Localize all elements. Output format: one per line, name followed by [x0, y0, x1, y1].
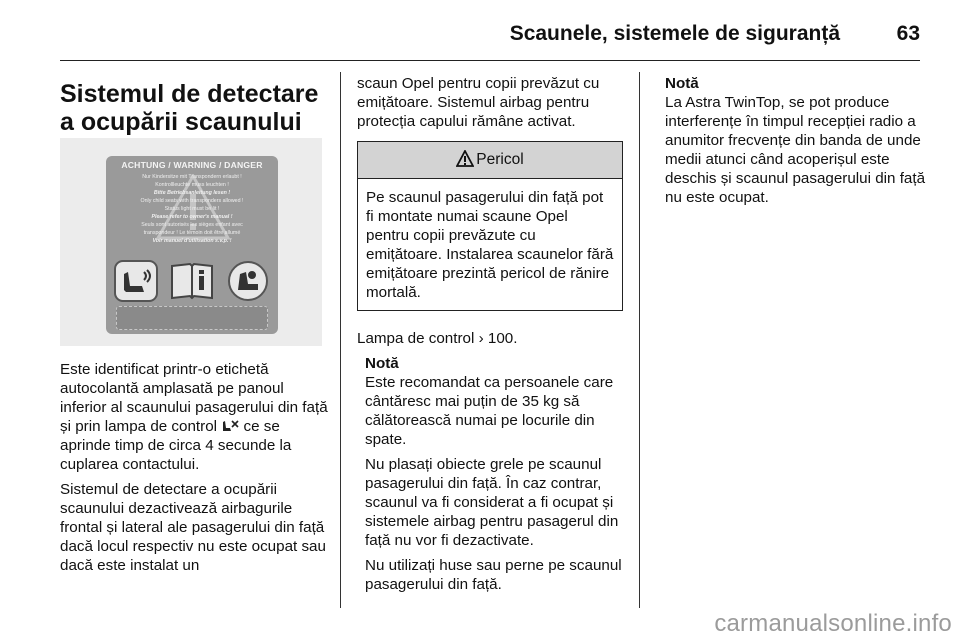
label-line: Kontrollleuchte muss leuchten ! — [155, 182, 229, 188]
section-title-line: Sistemul de detectare — [60, 80, 319, 108]
lamp-label: Lampa de control — [357, 330, 475, 347]
label-line: Bitte Betriebsanleitung lesen ! — [153, 190, 231, 196]
note-paragraph: Este recomandat ca persoanele care cântăresc mai puțin de 35 kg să călătorească numai pe locurile din spate. — [365, 374, 614, 448]
watermark: carmanualsonline.info — [714, 610, 952, 637]
page-ref-arrow-icon: › — [478, 330, 484, 347]
danger-box — [357, 141, 623, 311]
child-seat-icon — [226, 260, 270, 302]
manual-book-icon — [170, 260, 214, 302]
label-strip — [116, 306, 268, 330]
paragraph-text: ce se aprinde timp de circa 4 secunde la cuplarea contactului. — [60, 418, 292, 473]
column-1-text — [60, 360, 332, 581]
column-divider — [639, 72, 640, 608]
lamp-reference — [357, 329, 623, 348]
airbag-off-icon — [221, 419, 239, 433]
label-line: Seuls sont autorisés les sièges enfant avec — [141, 222, 243, 228]
paragraph: scaun Opel pentru copii prevăzut cu emițătoare. Sistemul airbag pentru protecția capului rămâne activat. — [357, 75, 600, 130]
label-line: Nur Kindersitze mit Transpondern erlaubt ! — [142, 174, 242, 180]
paragraph: Sistemul de detectare a ocupării scaunului dezactivează airbagurile frontal și lateral ale pasagerului din față dacă locul respectiv nu este ocupat sau dacă este instalat un — [60, 481, 326, 574]
note-block — [357, 354, 623, 594]
column-2 — [357, 74, 623, 600]
label-line: Only child seats with transponders allowed ! — [140, 198, 244, 204]
note-paragraph: La Astra TwinTop, se pot produce interferențe în timpul recepției radio a anumitor frecvențe din banda de unde medii atunci când acoperișul este deschis și scaunul pasagerului din față nu este ocupat. — [665, 94, 926, 206]
label-line: Please refer to owner's manual ! — [151, 214, 233, 220]
lamp-page-ref[interactable]: 100. — [487, 330, 518, 347]
paragraph — [60, 360, 332, 474]
label-line: Voir manuel d'utilisation s.v.p. ! — [152, 238, 232, 244]
note-paragraph: Nu utilizați huse sau perne pe scaunul pasagerului din față. — [365, 557, 622, 593]
paragraph-text: Este identificat printr-o etichetă autocolantă amplasată pe panoul inferior al scaunului pasagerului din față și prin lampa de control — [60, 361, 328, 435]
page-number: 63 — [896, 22, 920, 45]
note-heading: Notă — [365, 355, 399, 372]
note-heading: Notă — [665, 75, 699, 92]
warning-icon — [456, 150, 474, 167]
label-line: Status light must be lit ! — [164, 206, 220, 212]
section-title — [60, 80, 328, 136]
note-paragraph: Nu plasați obiecte grele pe scaunul pasagerului din față. În caz contrar, scaunul va fi considerat a fi ocupat și sistemele airbag pentru pasagerul din față nu vor fi dezactivate. — [365, 456, 619, 549]
column-divider — [340, 72, 341, 608]
danger-text: Pe scaunul pasagerului din față pot fi montate numai scaune Opel pentru copii prevăzute cu emițătoare. Instalarea scaunelor fără emițătoare prezintă pericol de rănire mortală. — [366, 189, 614, 301]
seat-transponder-icon — [114, 260, 158, 302]
warning-label-plate — [106, 156, 278, 334]
column-1 — [60, 74, 328, 136]
danger-title: Pericol — [476, 151, 524, 168]
header-title: Scaunele, sistemele de siguranță — [509, 22, 840, 45]
occupancy-label-image — [60, 138, 322, 346]
section-title-line: a ocupării scaunului — [60, 108, 302, 136]
label-heading: ACHTUNG / WARNING / DANGER — [121, 160, 263, 170]
page-header — [60, 18, 920, 61]
column-3 — [665, 74, 927, 213]
label-line: transpondeur ! Le témoin doit être allumé — [143, 230, 241, 236]
danger-header — [358, 142, 622, 179]
